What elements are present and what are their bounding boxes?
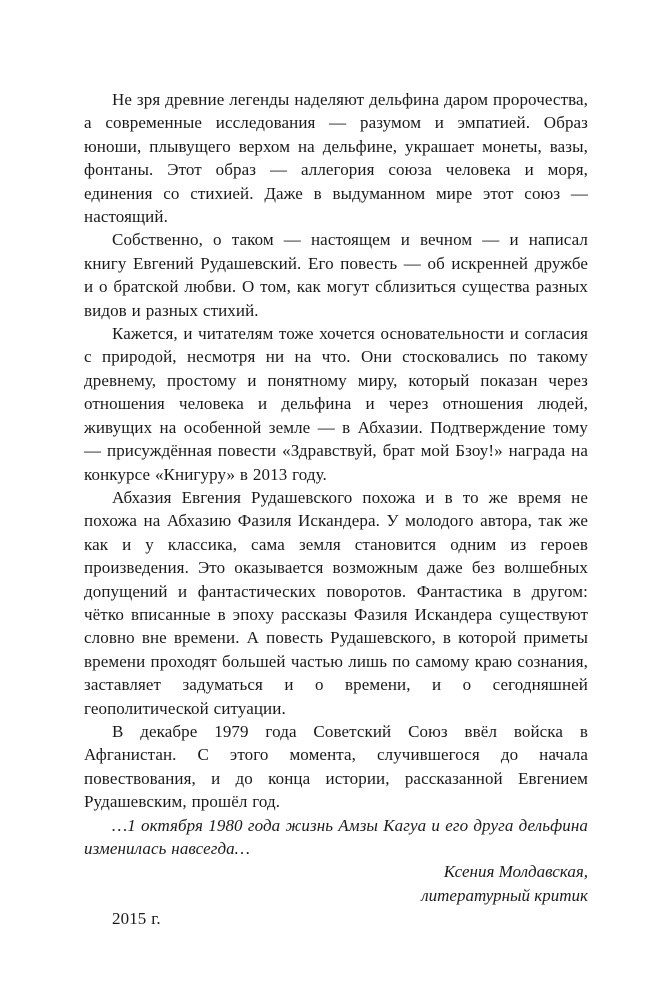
paragraph: Абхазия Евгения Рудашевского похожа и в то же время не похожа на Абхазию Фазиля Искандера. У молодого автора, так же как и у классика, сама земля становится одним из героев произведения. Это оказывается возможным даже без волшебных допущений и фантастических поворотов. Фантастика в другом: чётко вписанные в эпоху рассказы Фазиля Искандера существуют словно вне времени. А повесть Рудашевского, в которой приметы времени проходят большей частью лишь по самому краю сознания, заставляет задуматься и о времени, и о сегодняшней геополитической ситуации. [84,487,588,718]
signature [84,860,588,907]
paragraph: Кажется, и читателям тоже хочется основательности и согласия с природой, несмотря ни на что. Они стосковались по такому древнему, простому и понятному миру, который показан через отношения человека и дельфина и через отношения людей, живущих на особенной земле — в Абхазии. Подтверждение тому — присуждённая повести «Здравствуй, брат мой Бзоу!» награда на конкурсе «Книгуру» в 2013 году. [84,324,588,484]
paragraph: В декабре 1979 года Советский Союз ввёл войска в Афганистан. С этого момента, случившегося до начала повествования, и до конца истории, рассказанной Евгением Рудашевским, прошёл год. [84,721,588,812]
text-block [84,88,588,931]
paragraph: Не зря древние легенды наделяют дельфина даром пророчества, а современные исследования — разумом и эмпатией. Образ юноши, плывущего верхом на дельфине, украшает монеты, вазы, фонтаны. Этот образ — аллегория союза человека и моря, единения со стихией. Даже в выдуманном мире этот союз — настоящий. [84,90,588,227]
epigraph: …1 октября 1980 года жизнь Амзы Кагуа и его друга дельфина изменилась навсегда… [84,815,588,858]
signature-role: литературный критик [421,885,588,905]
paragraph: Собственно, о таком — настоящем и вечном — и написал книгу Евгений Рудашевский. Его повесть — об искренней дружбе и о братской любви. О том, как могут сблизиться существа разных видов и разных стихий. [84,230,588,320]
signature-name: Ксения Молдавская, [443,862,588,882]
year: 2015 г. [112,909,161,929]
